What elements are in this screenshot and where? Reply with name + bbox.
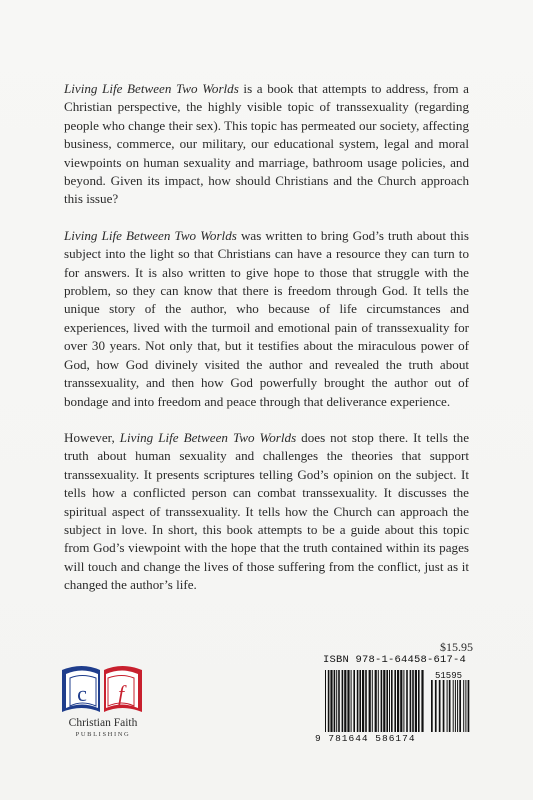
barcode-bar bbox=[397, 670, 399, 732]
barcode-bar bbox=[344, 670, 346, 732]
barcode-bar bbox=[330, 670, 332, 732]
barcode-bar bbox=[412, 670, 414, 732]
barcode-addon-bar bbox=[465, 680, 466, 732]
barcode-bar bbox=[400, 670, 402, 732]
publisher-subline bbox=[48, 731, 158, 738]
barcode-bar bbox=[394, 670, 396, 732]
barcode-bar bbox=[362, 670, 364, 732]
price-label: $15.95 bbox=[440, 640, 473, 654]
barcode-bar bbox=[383, 670, 385, 732]
barcode-addon-bar bbox=[439, 680, 441, 732]
barcode-bar bbox=[336, 670, 337, 732]
barcode-addon-bar bbox=[453, 680, 454, 732]
barcode-addon-bar bbox=[463, 680, 464, 732]
barcode-bar bbox=[415, 670, 417, 732]
book-title: Living Life Between Two Worlds bbox=[119, 429, 297, 445]
barcode-addon-bar bbox=[449, 680, 451, 732]
barcode-bar bbox=[389, 670, 390, 732]
barcode-bar bbox=[338, 670, 340, 732]
barcode-bar bbox=[347, 670, 349, 732]
barcode-addon-bar bbox=[435, 680, 437, 732]
barcode-bar bbox=[351, 670, 352, 732]
paragraph-text: does not stop there. It tells the truth about human sexuality and challenges the theories that support transsexuality. It presents scriptures telling God’s opinion on the subject. It tells how a conflicted person can combat transsexuality. It discusses the spiritual aspect of transsexuality. It tells how the Church can approach the subject in love. In short, this book attempts to be a guide about this topic from God’s viewpoint with the hope that the truth contained within its pages will touch and change the lives of those suffering from the conflict, just as it changed the author’s life. bbox=[64, 429, 470, 593]
barcode-bar bbox=[418, 670, 420, 732]
barcode-bar bbox=[406, 670, 408, 732]
barcode-bar bbox=[381, 670, 383, 732]
barcode-bar bbox=[391, 670, 393, 732]
barcode-addon-bar bbox=[447, 680, 448, 732]
book-title: Living Life Between Two Worlds bbox=[64, 81, 239, 96]
barcode-bar bbox=[372, 670, 373, 732]
barcode-bar bbox=[325, 670, 326, 732]
publisher-name: Christian Faith bbox=[68, 717, 138, 729]
cover-description bbox=[64, 80, 469, 613]
isbn-barcode bbox=[315, 640, 473, 745]
barcode-bar bbox=[334, 670, 336, 732]
logo-letter-c: c bbox=[77, 681, 87, 706]
book-title: Living Life Between Two Worlds bbox=[64, 227, 237, 243]
barcode-addon-bar bbox=[457, 680, 458, 732]
barcode-bar bbox=[353, 670, 355, 732]
paragraph-text: was written to bring God’s truth about this subject into the light so that Christians can have a resource they can turn to for answers. It is also written to give hope to those that struggle with the problem, so they can know that there is freedom through God. It tells the unique story of the author, who because of life circumstances and experiences, lived with the turmoil and emotional pain of transsexuality for over 30 years. Not only that, but it testifies about the miraculous power of God, how God divinely visited the author and revealed the truth about transsexuality, and then how God powerfully brought the author out of bondage and into freedom and peace through that deliverance experience. bbox=[64, 227, 470, 409]
paragraph-text: is a book that attempts to address, from a Christian perspective, the highly visible topic of transsexuality (regarding people who change their sex). This topic has permeated our society, affecting business, commerce, our military, our educational system, legal and moral viewpoints on human sexuality and marriage, bathroom usage policies, and beyond. Given its impact, how should Christians and the Church approach this issue? bbox=[64, 81, 469, 207]
barcode-bar bbox=[410, 670, 412, 732]
barcode-bar bbox=[386, 670, 388, 732]
barcode-bar bbox=[375, 670, 377, 732]
description-paragraph-3 bbox=[64, 429, 469, 595]
isbn-text: ISBN 978-1-64458-617-4 bbox=[323, 654, 467, 666]
barcode-bar bbox=[421, 670, 423, 732]
barcode-addon-digits: 51595 bbox=[435, 671, 463, 681]
description-paragraph-2 bbox=[64, 227, 469, 411]
barcode-bar bbox=[328, 670, 330, 732]
description-paragraph-1 bbox=[64, 80, 469, 209]
barcode-bars bbox=[323, 670, 473, 732]
barcode-bar bbox=[359, 670, 361, 732]
barcode-addon-bar bbox=[468, 680, 470, 732]
barcode-bar bbox=[342, 670, 344, 732]
publisher-subline-text: PUBLISHING bbox=[75, 731, 131, 738]
barcode-bar bbox=[369, 670, 371, 732]
barcode-bar bbox=[357, 670, 359, 732]
barcode-bar bbox=[403, 670, 404, 732]
logo-letter-f: f bbox=[117, 681, 125, 706]
barcode-addon-bar bbox=[431, 680, 433, 732]
barcode-digits: 9 781644 586174 bbox=[315, 733, 416, 744]
barcode-bar bbox=[378, 670, 379, 732]
barcode-addon-bar bbox=[443, 680, 445, 732]
paragraph-text: However, bbox=[64, 429, 120, 445]
barcode-bar bbox=[365, 670, 367, 732]
barcode-addon-bar bbox=[455, 680, 456, 732]
barcode-addon-bar bbox=[459, 680, 461, 732]
